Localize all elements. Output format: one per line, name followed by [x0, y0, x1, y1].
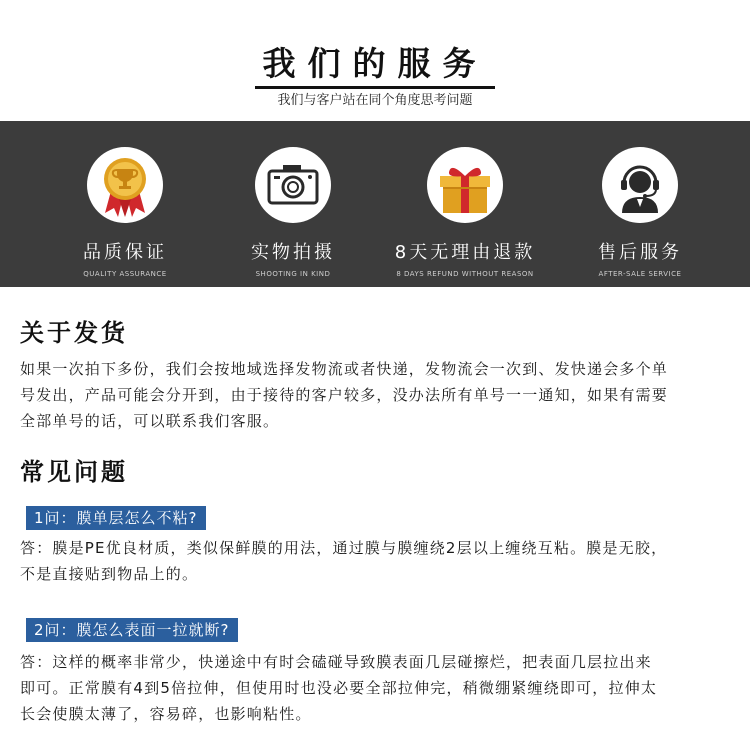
feature-quality: [40, 121, 210, 287]
feature-after-sale-sublabel: AFTER-SALE SERVICE: [598, 270, 682, 278]
faq-answer-line: 不是直接贴到物品上的。: [20, 565, 199, 583]
feature-refund: [380, 121, 550, 287]
feature-after-sale-label: 售后服务: [598, 242, 682, 263]
faq-title: 常见问题: [20, 458, 128, 486]
shipping-line: 如果一次拍下多份，我们会按地域选择发物流或者快递，发物流会一次到、发快递会多个单: [20, 360, 669, 378]
feature-real-photo-label: 实物拍摄: [251, 242, 335, 263]
page-title: 我们的服务: [262, 44, 488, 83]
faq-answer-line: 答：膜是PE优良材质，类似保鲜膜的用法，通过膜与膜缠绕2层以上缠绕互粘。膜是无胶，: [20, 539, 668, 557]
shipping-line: 全部单号的话，可以联系我们客服。: [20, 412, 280, 430]
faq-answer-line: 长会使膜太薄了，容易碎，也影响粘性。: [20, 705, 312, 723]
title-underline: [255, 86, 495, 89]
feature-refund-label: 8天无理由退款: [394, 242, 536, 263]
trophy-medal-icon: [87, 147, 163, 223]
shipping-title: 关于发货: [20, 319, 128, 347]
faq-question-badge: 1问：膜单层怎么不粘?: [26, 506, 206, 530]
gift-box-icon: [427, 147, 503, 223]
shipping-line: 号发出，产品可能会分开到，由于接待的客户较多，没办法所有单号一一通知，如果有需要: [20, 386, 669, 404]
feature-real-photo-sublabel: SHOOTING IN KIND: [255, 270, 331, 278]
camera-icon: [255, 147, 331, 223]
feature-refund-sublabel: 8 DAYS REFUND WITHOUT REASON: [396, 270, 534, 278]
feature-quality-label: 品质保证: [83, 242, 167, 263]
faq-answer-line: 即可。正常膜有4到5倍拉伸，但使用时也没必要全部拉伸完，稍微绷紧缠绕即可，拉伸太: [20, 679, 658, 697]
page-subtitle: 我们与客户站在同个角度思考问题: [277, 93, 473, 108]
faq-question-badge: 2问：膜怎么表面一拉就断?: [26, 618, 238, 642]
faq-answer-line: 答：这样的概率非常少，快递途中有时会磕碰导致膜表面几层碰擦烂，把表面几层拉出来: [20, 653, 652, 671]
services-header: [0, 0, 750, 121]
feature-real-photo: [208, 121, 378, 287]
feature-after-sale: [555, 121, 725, 287]
feature-quality-sublabel: QUALITY ASSURANCE: [83, 270, 167, 278]
services-band: [0, 121, 750, 287]
headset-agent-icon: [602, 147, 678, 223]
